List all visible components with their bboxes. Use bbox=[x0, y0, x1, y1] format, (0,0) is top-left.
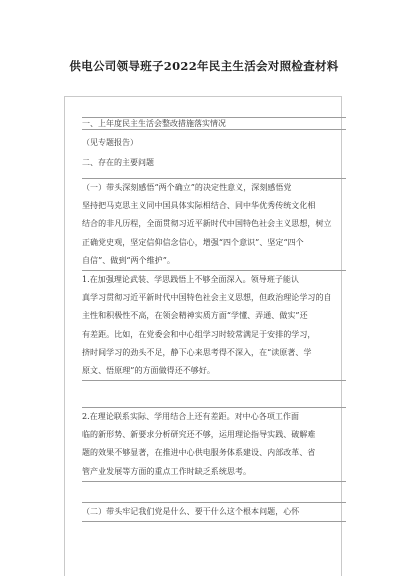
paragraph-1-line: （一）带头深刻感悟“两个确立”的决定性意义，深刻感悟党 bbox=[82, 183, 292, 192]
frame-top-border bbox=[64, 96, 342, 97]
document-title: 供电公司领导班子2022年民主生活会对照检查材料 bbox=[69, 59, 339, 73]
section1-heading: 一、上年度民主生活会整改措施落实情况 bbox=[82, 117, 346, 130]
paragraph-2-line: 主性和积极性不高，在领会精神实质方面“学懂、弄通、做实”还 bbox=[82, 311, 308, 321]
paragraph-2-line: 1.在加强理论武装、学思践悟上不够全面深入。领导班子能认 bbox=[82, 275, 300, 284]
paragraph-1 bbox=[82, 178, 346, 271]
paragraph-2-line: 真学习贯彻习近平新时代中国特色社会主义思想，但政治理论学习的自 bbox=[82, 293, 332, 303]
paragraph-3 bbox=[82, 407, 346, 482]
paragraph-1-line: 自信”、做到“两个维护”。 bbox=[82, 255, 175, 265]
paragraph-2-line: 挤时间学习的劲头不足，静下心来思考得不深入，在“读原著、学 bbox=[82, 347, 312, 357]
paragraph-1-line: 正确党史观，坚定信仰信念信心，增强“四个意识”、坚定“四个 bbox=[82, 237, 304, 247]
paragraph-3-line: 临的新形势、新要求分析研究还不够，运用理论指导实践、破解难 bbox=[82, 430, 316, 440]
paragraph-2-line: 有差距。比如，在党委会和中心组学习时较常满足于安排的学习， bbox=[82, 329, 316, 339]
paragraph-2 bbox=[82, 270, 346, 381]
paragraph-3-line: 2.在理论联系实际、学用结合上还有差距。对中心各项工作面 bbox=[82, 412, 300, 421]
paragraph-4 bbox=[82, 502, 346, 522]
section2-heading: 二、存在的主要问题 bbox=[82, 158, 154, 167]
paragraph-4-line: （二）带头牢记我们党是什么、要干什么这个根本问题，心怀 bbox=[82, 507, 300, 516]
paragraph-3-line: 题的效果不够显著，在推进中心供电服务体系建设、内部改革、省 bbox=[82, 448, 316, 458]
frame-left-border bbox=[64, 96, 65, 576]
paragraph-1-line: 结合的非凡历程，全面贯彻习近平新时代中国特色社会主义思想，树立 bbox=[82, 219, 332, 229]
paragraph-1-line: 坚持把马克思主义同中国具体实际相结合、同中华优秀传统文化相 bbox=[82, 201, 316, 211]
section1-note: （见专题报告） bbox=[82, 138, 138, 147]
paragraph-3-line: 管产业发展等方面的重点工作时缺乏系统思考。 bbox=[82, 466, 252, 476]
paragraph-2-line: 原文、悟原理”的方面做得还不够好。 bbox=[82, 366, 215, 376]
